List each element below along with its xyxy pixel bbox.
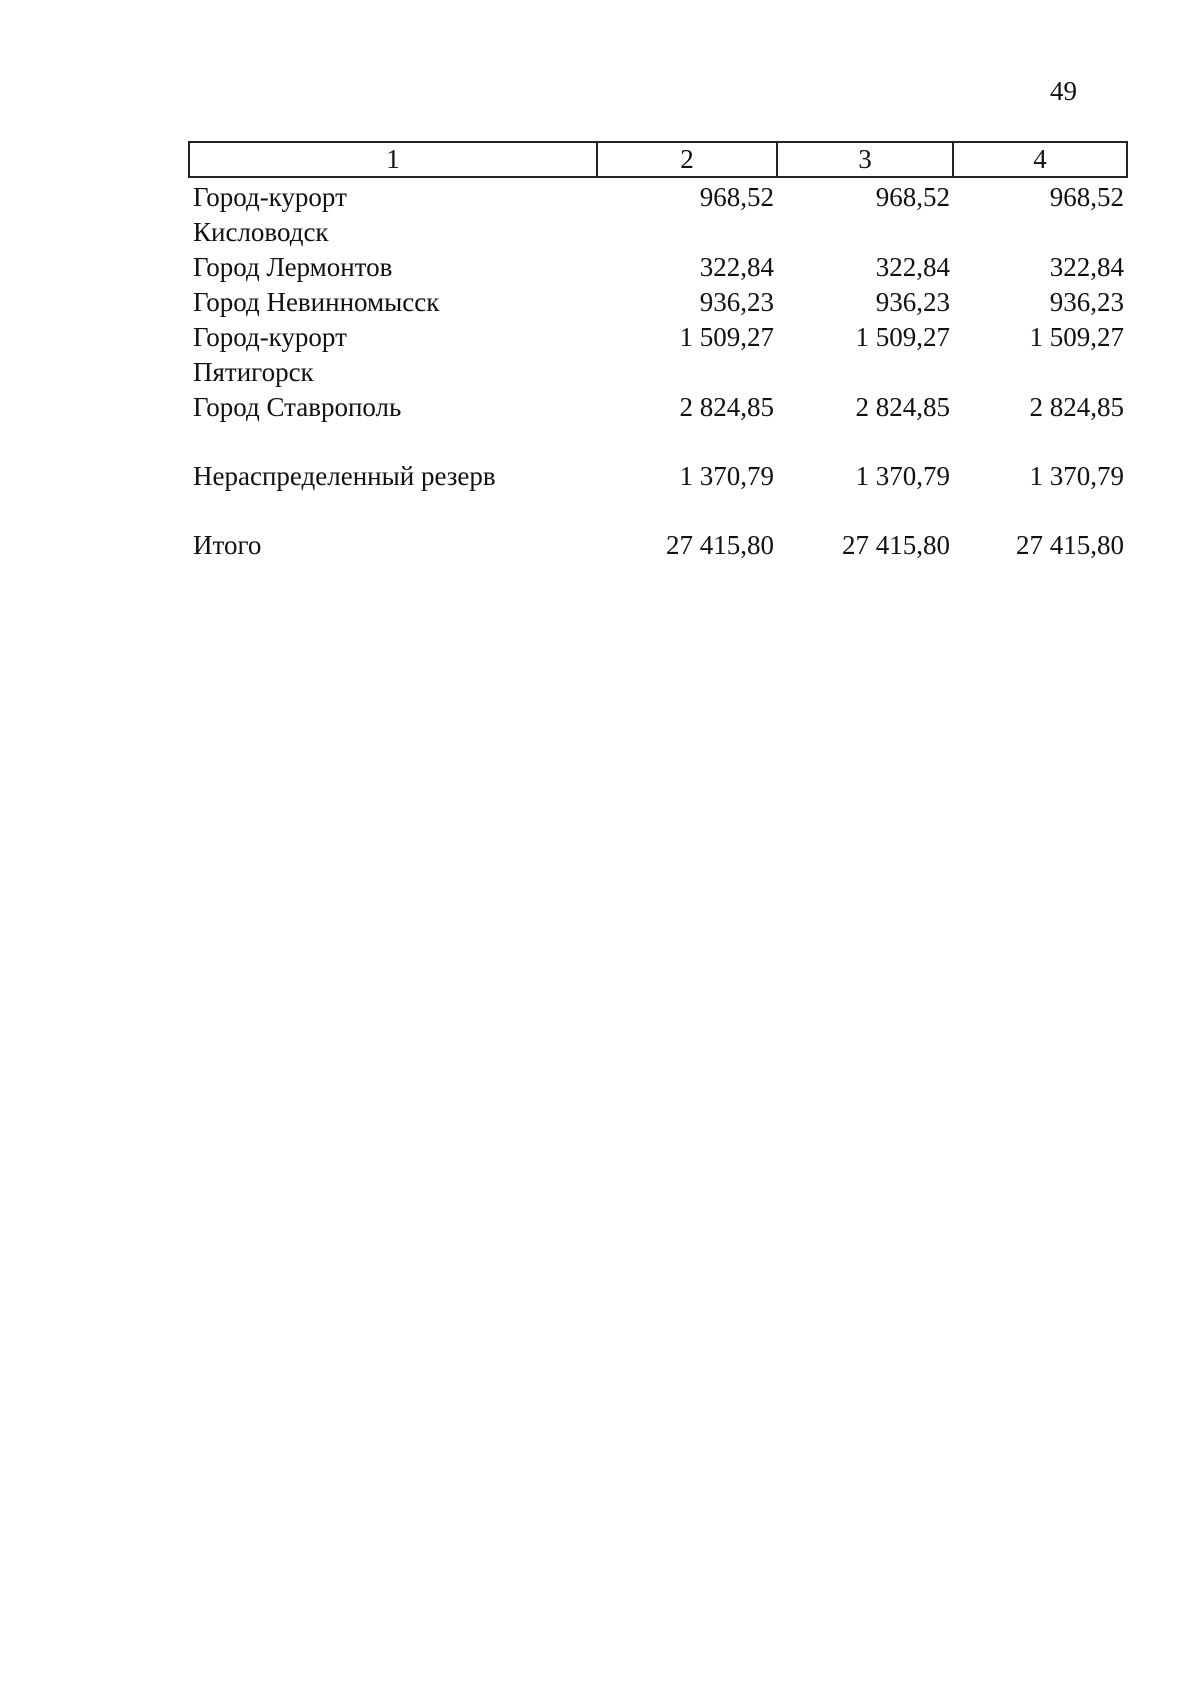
row-value-col3: 1 509,27	[855, 322, 950, 352]
row-value-col4: 1 509,27	[1029, 322, 1124, 352]
row-name-line: Пятигорск	[193, 357, 314, 387]
row-value-col3: 936,23	[875, 287, 950, 317]
table-row-total	[189, 494, 1127, 563]
row-name-line: Город-курорт	[193, 182, 347, 212]
row-value-col2: 1 370,79	[679, 461, 774, 491]
row-name	[189, 320, 597, 390]
column-header-1: 1	[189, 142, 597, 177]
table-row	[189, 425, 1127, 494]
row-value-col2: 322,84	[699, 252, 774, 282]
row-name: Город Невинномысск	[193, 287, 440, 317]
page-number: 49	[1050, 76, 1077, 106]
column-header-2: 2	[597, 142, 777, 177]
table-row	[189, 320, 1127, 390]
row-value-col2: 2 824,85	[679, 392, 774, 422]
row-value-col3: 27 415,80	[842, 530, 950, 560]
row-value-col3: 2 824,85	[855, 392, 950, 422]
row-name: Итого	[193, 530, 262, 560]
column-header-3: 3	[777, 142, 953, 177]
row-name: Город Ставрополь	[193, 392, 402, 422]
table-row	[189, 250, 1127, 285]
row-value-col4: 936,23	[1049, 287, 1124, 317]
table-row	[189, 285, 1127, 320]
row-value-col2: 968,52	[699, 182, 774, 212]
row-name: Нераспределенный резерв	[193, 461, 496, 491]
row-value-col2: 936,23	[699, 287, 774, 317]
row-value-col4: 27 415,80	[1016, 530, 1124, 560]
row-value-col4: 2 824,85	[1029, 392, 1124, 422]
row-value-col3: 322,84	[875, 252, 950, 282]
table-row	[189, 390, 1127, 425]
row-value-col3: 968,52	[875, 182, 950, 212]
table-row	[189, 177, 1127, 250]
row-value-col4: 968,52	[1049, 182, 1124, 212]
table-header-row	[189, 142, 1127, 177]
row-value-col3: 1 370,79	[855, 461, 950, 491]
column-header-4: 4	[953, 142, 1127, 177]
row-name: Город Лермонтов	[193, 252, 393, 282]
budget-table	[188, 141, 1128, 563]
row-name-line: Город-курорт	[193, 322, 347, 352]
row-value-col4: 322,84	[1049, 252, 1124, 282]
row-value-col2: 27 415,80	[666, 530, 774, 560]
row-value-col2: 1 509,27	[679, 322, 774, 352]
row-name-line: Кисловодск	[193, 217, 329, 247]
row-name	[189, 177, 597, 250]
row-value-col4: 1 370,79	[1029, 461, 1124, 491]
